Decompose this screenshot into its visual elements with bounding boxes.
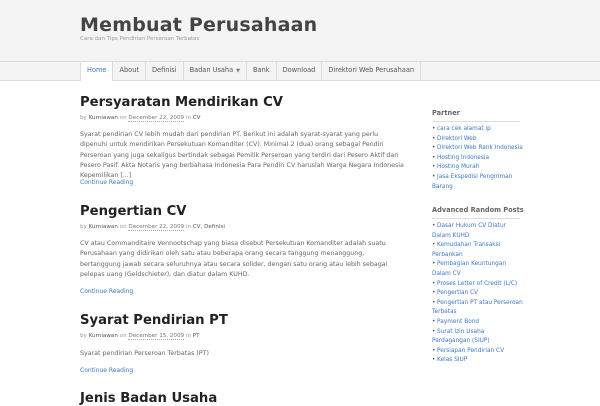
post-title[interactable]: Persyaratan Mendirikan CV — [80, 95, 284, 110]
nav-label: Direktori Web Perusahaan — [328, 66, 415, 74]
bullet-icon: • — [432, 280, 436, 287]
random-post-link[interactable]: Proses Letter of Credit (L/C) — [437, 280, 518, 287]
list-item[interactable] — [432, 299, 524, 318]
post-excerpt: Syarat pendirian CV lebih mudah dari pendirian PT. Berikut ini adalah syarat-syarat yang perlu dipenuhi untuk mendirikan Persekutuan Komanditer (CV). Minimal 2 (dua) orang sebagai Pendiri Perseroan yang juga sekaligus bertindak sebagai Pemilik Perseroan yang terdiri dari Pesero Aktif dan Pesero Pasif. Akta Notaris yang berbahasa Indonesia Para Pendiri CV haruslah Warga Negara Indonesia Kepemilikan [...] — [80, 131, 404, 180]
bullet-icon: • — [432, 145, 436, 152]
list-item[interactable] — [432, 222, 524, 241]
meta-on: on — [119, 224, 127, 230]
partner-list — [432, 125, 524, 192]
main-navigation — [0, 61, 600, 81]
widget-title-partner: Partner — [432, 109, 460, 117]
meta-in: in — [185, 224, 191, 230]
post-meta — [80, 224, 225, 230]
partner-link[interactable]: Hosting Indonesia — [437, 154, 490, 161]
nav-item-about[interactable] — [113, 62, 146, 80]
partner-link[interactable]: Direktori Web Rank Indonesia — [437, 145, 523, 152]
bullet-icon: • — [432, 318, 436, 325]
list-item[interactable] — [432, 135, 524, 145]
site-header — [0, 0, 600, 61]
meta-by: by — [80, 115, 87, 121]
list-item[interactable] — [432, 347, 524, 357]
random-post-link[interactable]: Dasar Hukum CV Diatur Dalam KUHD — [432, 223, 507, 239]
list-item[interactable] — [432, 173, 524, 192]
bullet-icon: • — [432, 135, 436, 142]
site-description: Cara dan Tips Pendirian Perseroan Terbatas — [80, 36, 200, 42]
random-post-link[interactable]: Pengertian PT atau Perseroan Terbatas — [432, 299, 523, 316]
meta-in: in — [185, 115, 191, 121]
post-title[interactable]: Syarat Pendirian PT — [80, 313, 228, 328]
meta-in: in — [185, 333, 191, 339]
post-meta — [80, 333, 200, 339]
list-item[interactable] — [432, 289, 524, 299]
meta-on: on — [119, 115, 127, 121]
nav-item-home[interactable] — [81, 62, 113, 81]
list-item[interactable] — [432, 125, 524, 135]
bullet-icon: • — [432, 164, 436, 171]
bullet-icon: • — [432, 173, 436, 180]
chevron-down-icon: ▼ — [236, 68, 241, 74]
bullet-icon: • — [432, 357, 436, 364]
partner-link[interactable]: Hosting Murah — [437, 164, 480, 171]
post-author[interactable]: Kurniawan — [88, 333, 118, 339]
list-item[interactable] — [432, 356, 524, 366]
post-date: December 22, 2009 — [128, 115, 185, 121]
meta-by: by — [80, 333, 87, 339]
post-categories[interactable]: PT — [192, 333, 200, 339]
list-item[interactable] — [432, 260, 524, 279]
nav-item-download[interactable] — [277, 62, 323, 80]
nav-label: Badan Usaha — [189, 66, 234, 74]
continue-reading-link[interactable]: Continue Reading — [80, 288, 134, 295]
post-date: December 15, 2009 — [128, 333, 185, 339]
meta-on: on — [119, 333, 127, 339]
random-post-link[interactable]: Kemudahan Transaksi Perbankan — [432, 242, 501, 258]
nav-label: Bank — [253, 66, 270, 74]
post-author[interactable]: Kurniawan — [88, 224, 118, 230]
list-item[interactable] — [432, 280, 524, 290]
bullet-icon: • — [432, 299, 436, 306]
nav-label: Definisi — [151, 66, 177, 74]
list-item[interactable] — [432, 328, 524, 347]
site-title[interactable]: Membuat Perusahaan — [80, 14, 318, 36]
nav-label: Home — [87, 66, 107, 74]
list-item[interactable] — [432, 154, 524, 164]
random-post-link[interactable]: Surat Izin Usaha Perdagangan (SIUP) — [432, 328, 490, 345]
continue-reading-link[interactable]: Continue Reading — [80, 179, 134, 186]
bullet-icon: • — [432, 261, 436, 268]
post-title[interactable]: Jenis Badan Usaha — [80, 391, 218, 406]
random-posts-list — [432, 222, 524, 366]
random-post-link[interactable]: Persiapan Pendirian CV — [437, 347, 505, 354]
partner-link[interactable]: Jasa Ekspedisi Pengiriman Barang — [432, 173, 513, 190]
post-excerpt: Syarat pendirian Perseroan Terbatas (PT) — [80, 350, 209, 357]
bullet-icon: • — [432, 126, 436, 132]
meta-by: by — [80, 224, 87, 230]
bullet-icon: • — [432, 347, 436, 354]
list-item[interactable] — [432, 163, 524, 173]
post-categories[interactable]: CV, Definisi — [192, 224, 225, 230]
bullet-icon: • — [432, 223, 436, 229]
list-item[interactable] — [432, 144, 524, 154]
partner-link[interactable]: Direktori Web — [437, 135, 477, 142]
random-post-link[interactable]: Pembagian Keuntungan Dalam CV — [432, 261, 507, 277]
post-meta — [80, 115, 201, 121]
bullet-icon: • — [432, 242, 436, 249]
post-date: December 22, 2009 — [128, 224, 185, 230]
partner-link[interactable]: cara cek alamat ip — [437, 126, 491, 132]
nav-label: Download — [282, 66, 316, 74]
post-categories[interactable]: CV — [192, 115, 201, 121]
nav-item-direktori[interactable] — [322, 62, 421, 80]
widget-title-random-posts: Advanced Random Posts — [432, 206, 524, 214]
list-item[interactable] — [432, 241, 524, 260]
post-excerpt: CV atau Commanditaire Vennootschap yang biasa disebut Persekutuan Komanditer adalah suatu Perusahaan yang didirikan oleh satu atau beberapa orang secara tanggung menanggung, bertanggung jawab secara seluruhnya atau secara solider, dengan satu orang atau lebih sebagai pelepas uang (Geldschieter), dan diatur dalam KUHD. — [80, 240, 388, 278]
bullet-icon: • — [432, 328, 436, 335]
nav-item-definisi[interactable] — [146, 62, 184, 80]
nav-item-badan-usaha[interactable] — [184, 62, 247, 80]
widget-divider — [432, 121, 520, 122]
random-post-link[interactable]: Pengertian CV — [437, 290, 479, 297]
post-author[interactable]: Kurniawan — [88, 115, 118, 121]
random-post-link[interactable]: Kelas SIUP — [437, 357, 468, 364]
nav-item-bank[interactable] — [247, 62, 277, 80]
bullet-icon: • — [432, 154, 436, 161]
continue-reading-link[interactable]: Continue Reading — [80, 367, 134, 374]
widget-divider — [432, 218, 520, 219]
list-item[interactable] — [432, 318, 524, 328]
nav-label: About — [119, 66, 139, 74]
post-title[interactable]: Pengertian CV — [80, 204, 187, 219]
random-post-link[interactable]: Payment Bond — [437, 318, 480, 325]
bullet-icon: • — [432, 290, 436, 297]
